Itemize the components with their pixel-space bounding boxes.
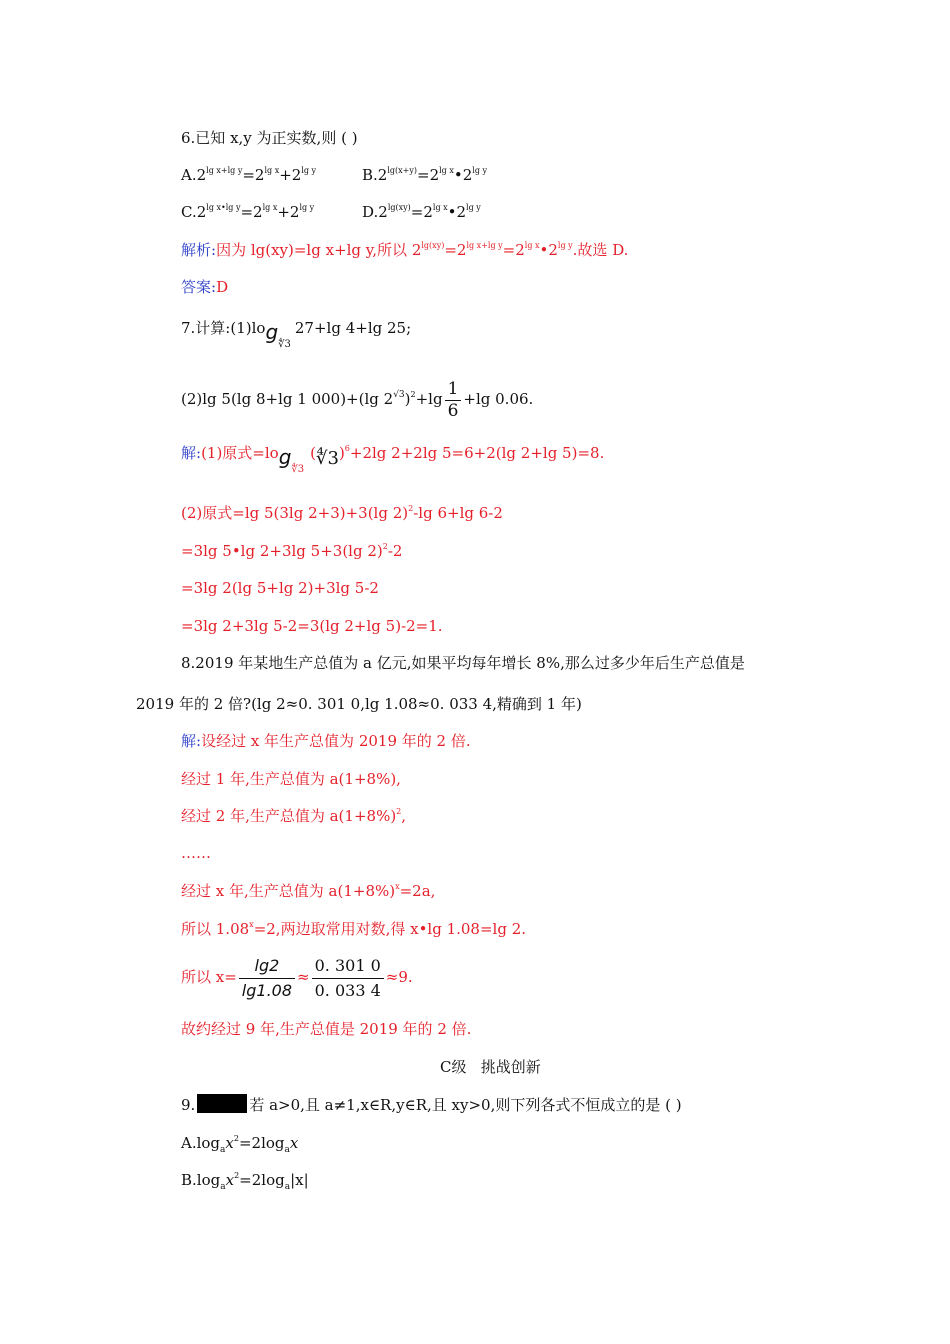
q8-solution-line8: 故约经过 9 年,生产总值是 2019 年的 2 倍. bbox=[181, 1020, 472, 1038]
q7-solution-2-line1: (2)原式=lg 5(3lg 2+3)+3(lg 2)$^2$-lg 6+lg 6-2 bbox=[181, 504, 503, 522]
q8-solution-line1: 解:设经过 x 年生产总值为 2019 年的 2 倍. bbox=[181, 732, 471, 750]
q7-stem: 7.计算$:(1)\log_{∜3}27+\lg$ 4+lg 25; bbox=[181, 319, 412, 350]
q8-solution-line6: 所以 $1.08^x=2$,两边取常用对数,得 x•lg 1.08=lg 2. bbox=[181, 920, 527, 938]
q8-solution-line2: 经过 1 年,生产总值为 a(1+8%), bbox=[181, 770, 401, 788]
redacted-box bbox=[197, 1094, 247, 1113]
fraction-lg2-over-lg108: $\frac{\lg 2}{\lg 1.08}$ bbox=[239, 955, 295, 1002]
q7-solution-1: 解:(1)原式$=\log_{∜3}(∜3)^6+2\lg$ 2+2lg 5=6+2(lg 2+lg 5)=8. bbox=[181, 444, 605, 475]
q9-option-a: $A.\log_ax^2=2\log_ax$ bbox=[181, 1134, 299, 1155]
fraction-decimal: $\frac{0. 301 0}{0. 033 4}$ bbox=[312, 955, 384, 1002]
q8-solution-line7: 所以 x= $\frac{\lg 2}{\lg 1.08}$ ≈ $\frac{0. 301 0}{0. 033 4}$ ≈9. bbox=[181, 955, 413, 1000]
q6-answer: 答案:D bbox=[181, 278, 229, 296]
q8-solution-line5: 经过 x 年,生产总值为 $a(1+8\%)^x=2a$, bbox=[181, 882, 436, 900]
q8-stem-line1: 8.2019 年某地生产总值为 a 亿元,如果平均每年增长 8%,那么过多少年后生产总值是 bbox=[181, 654, 745, 672]
section-c-heading: C级 挑战创新 bbox=[440, 1058, 541, 1076]
q8-solution-ellipsis: …… bbox=[181, 844, 211, 862]
q6-option-c: $C.2^{lg x•lg y}=2^{lg x}+2^{lg y}$ bbox=[181, 203, 315, 221]
solution-label: 解: bbox=[181, 444, 202, 462]
analysis-label: 解析: bbox=[181, 241, 217, 259]
q7-solution-2-line3: =3lg 2(lg 5+lg 2)+3lg 5-2 bbox=[181, 579, 379, 597]
q6-option-d: $D.2^{lg(xy)}=2^{lg x}•2^{lg y}$ bbox=[362, 203, 481, 221]
solution-label: 解: bbox=[181, 732, 202, 750]
q7-part2: (2)lg 5(lg 8+lg 1 000)+(lg $2^{√3})^2+\lg$ $\frac{1}{6}$ +lg 0.06. bbox=[181, 378, 534, 421]
q9-stem: 9. 若 a>0,且 a≠1,x∈R,y∈R,且 xy>0,则下列各式不恒成立的是 ( ) bbox=[181, 1096, 682, 1114]
fraction-one-sixth: $\frac{1}{6}$ bbox=[445, 380, 462, 421]
q6-option-a: $A.2^{lg x+lg y}=2^{lg x}+2^{lg y}$ bbox=[181, 166, 317, 184]
q7-solution-2-line4: =3lg 2+3lg 5-2=3(lg 2+lg 5)-2=1. bbox=[181, 617, 443, 635]
q8-solution-line3: 经过 2 年,生产总值为 $a(1+8\%)^2$, bbox=[181, 807, 407, 825]
answer-label: 答案: bbox=[181, 278, 217, 296]
q8-stem-line2: 2019 年的 2 倍?(lg 2≈0. 301 0,lg 1.08≈0. 033 4,精确到 1 年) bbox=[136, 695, 582, 713]
q6-stem: 6.已知 x,y 为正实数,则 ( ) bbox=[181, 129, 358, 147]
q6-analysis: 解析:因为 lg(xy)=lg x+lg y,所以 $2^{lg(xy)}=2^{lg x+lg y}=2^{lg x}•2^{lg y}$.故选 D. bbox=[181, 241, 629, 259]
q6-option-b: $B.2^{lg(x+y)}=2^{lg x}•2^{lg y}$ bbox=[362, 166, 488, 184]
q7-solution-2-line2: =3lg 5•lg 2+3lg 5+3(lg 2)$^2$-2 bbox=[181, 542, 403, 560]
q9-option-b: $B.\log_ax^2=2\log_a|x|$ bbox=[181, 1171, 309, 1192]
